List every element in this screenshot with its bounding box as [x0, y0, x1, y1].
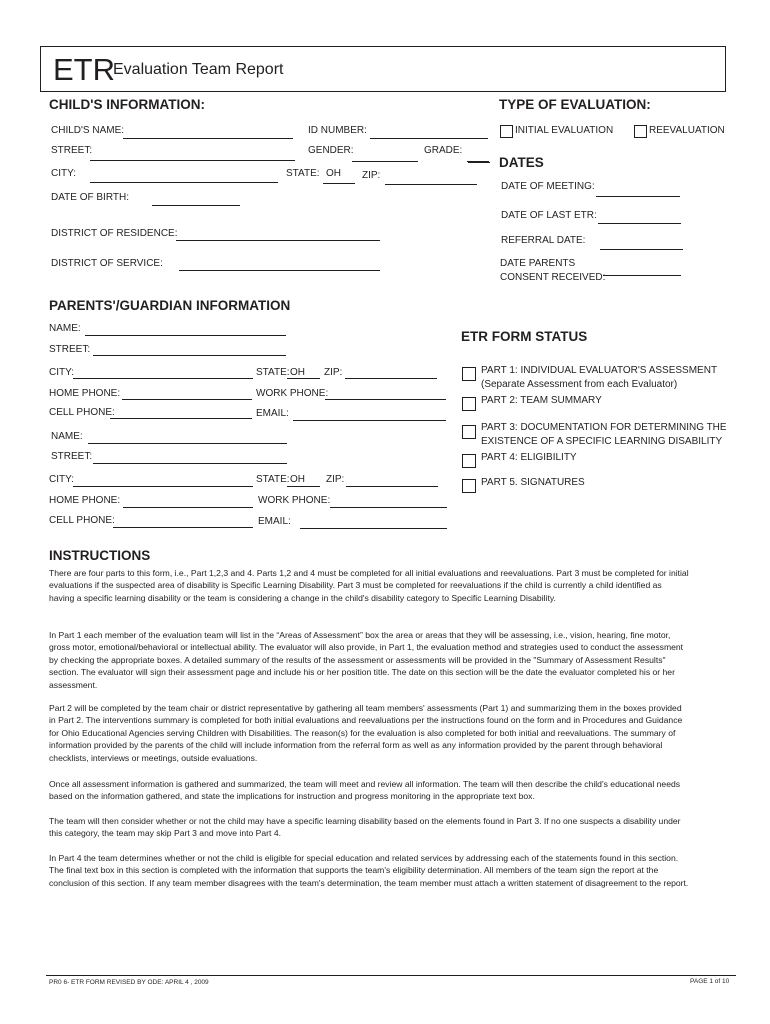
reevaluation-label: REEVALUATION [649, 125, 725, 136]
child-zip-label: ZIP: [362, 170, 381, 181]
parent1-name-label: NAME: [49, 323, 81, 334]
dates-heading: DATES [499, 155, 544, 170]
parent1-work-phone-field[interactable] [325, 399, 446, 400]
instructions-paragraph-6: In Part 4 the team determines whether or not the child is eligible for special education and related services by addressing each of the statements found in this section. The final text box in this section is completed with the information that supports the team's eligibility determination. All members of the team sign the report at the conclusion of this section. If any team member disagrees with the team's determination, the team member must attach a written statement of disagreement to the report. [49, 853, 689, 888]
parent1-email-label: EMAIL: [256, 408, 289, 419]
footer-form-id: PR0 6- ETR FORM REVISED BY ODE: APRIL 4 , 2009 [49, 979, 209, 986]
parent2-zip-field[interactable] [346, 486, 438, 487]
grade-label: GRADE: [424, 145, 463, 156]
form-code: ETR [53, 52, 115, 87]
instructions-paragraph-2: In Part 1 each member of the evaluation team will list in the “Areas of Assessment” box the area or areas that they will be assessing, i.e., vision, hearing, fine motor, gross motor, emotional/behavioral or intellectual ability. The evaluator will also provide, in Part 1, the evaluation method and strategies used to conduct the assessment by checking the appropriate boxes. A detailed summary of the results of the assessment or assessments will be provided in the "Summary of Assessment Results" section. The evaluator will sign their assessment page and include his or her position title. The date on this section will be the date the evaluator completed his or her assessment. [49, 630, 684, 690]
parent1-home-phone-field[interactable] [122, 399, 252, 400]
child-state-field[interactable] [323, 183, 355, 184]
child-name-label: CHILD'S NAME: [51, 125, 125, 136]
part5-label: PART 5. SIGNATURES [481, 477, 585, 488]
parent2-email-label: EMAIL: [258, 516, 291, 527]
part2-label: PART 2: TEAM SUMMARY [481, 395, 602, 406]
child-state-value[interactable]: OH [326, 168, 341, 179]
consent-date-label-2: CONSENT RECEIVED: [500, 272, 606, 283]
parent1-state-label: STATE: [256, 367, 290, 378]
parent1-street-label: STREET: [49, 344, 91, 355]
parent2-state-value[interactable]: OH [290, 474, 305, 485]
district-residence-field[interactable] [176, 240, 380, 241]
part4-checkbox[interactable] [462, 454, 476, 468]
form-title: Evaluation Team Report [113, 61, 284, 78]
date-meeting-field[interactable] [596, 196, 680, 197]
referral-date-label: REFERRAL DATE: [501, 235, 586, 246]
part2-checkbox[interactable] [462, 397, 476, 411]
child-city-label: CITY: [51, 168, 77, 179]
part3-label-line2: EXISTENCE OF A SPECIFIC LEARNING DISABILITY [481, 436, 723, 447]
parent2-zip-label: ZIP: [326, 474, 345, 485]
parent2-home-phone-label: HOME PHONE: [49, 495, 121, 506]
district-service-field[interactable] [179, 270, 380, 271]
child-zip-field[interactable] [385, 184, 477, 185]
parent1-email-field[interactable] [293, 420, 446, 421]
dob-label: DATE OF BIRTH: [51, 192, 129, 203]
parent2-home-phone-field[interactable] [123, 507, 253, 508]
part3-checkbox[interactable] [462, 425, 476, 439]
child-street-label: STREET: [51, 145, 93, 156]
parent1-state-value[interactable]: OH [290, 367, 305, 378]
child-street-field[interactable] [90, 160, 295, 161]
parent2-cell-phone-label: CELL PHONE: [49, 515, 115, 526]
parent1-cell-phone-label: CELL PHONE: [49, 407, 115, 418]
parent1-city-field[interactable] [73, 378, 253, 379]
parent2-state-label: STATE: [256, 474, 290, 485]
part5-checkbox[interactable] [462, 479, 476, 493]
part1-label-line2: (Separate Assessment from each Evaluator) [481, 379, 678, 390]
parent2-state-field[interactable] [287, 486, 320, 487]
parent1-city-label: CITY: [49, 367, 75, 378]
child-city-field[interactable] [90, 182, 278, 183]
initial-evaluation-checkbox[interactable] [500, 125, 513, 138]
parent2-street-field[interactable] [93, 463, 287, 464]
etr-status-heading: ETR FORM STATUS [461, 329, 588, 344]
gender-field[interactable] [352, 161, 418, 162]
parent2-city-label: CITY: [49, 474, 75, 485]
part1-label-line1: PART 1: INDIVIDUAL EVALUATOR'S ASSESSMENT [481, 365, 718, 376]
eval-type-heading: TYPE OF EVALUATION: [499, 97, 651, 112]
instructions-paragraph-1: There are four parts to this form, i.e., Part 1,2,3 and 4. Parts 1,2 and 4 must be completed for all initial evaluations and reevaluations. Part 3 must be completed for initial evaluations if the suspected area of disability is Specific Learning Disability. Part 3 must be completed for reevaluations if the child is currently a child identified as having a specific learning disability or the team is considering a change in the child's disability category to Specific Learning Disability. [49, 568, 689, 603]
initial-evaluation-label: INITIAL EVALUATION [515, 125, 614, 136]
parent1-state-field[interactable] [287, 378, 320, 379]
instructions-paragraph-4: Once all assessment information is gathered and summarized, the team will meet and review all information. The team will then describe the child's educational needs based on the information gathered, and state the implications for instruction and progress monitoring in the appropriate text box. [49, 779, 681, 802]
child-name-field[interactable] [123, 138, 293, 139]
parent2-name-field[interactable] [88, 443, 287, 444]
parent1-zip-label: ZIP: [324, 367, 343, 378]
parent2-street-label: STREET: [51, 451, 93, 462]
part1-checkbox[interactable] [462, 367, 476, 381]
parent2-work-phone-field[interactable] [330, 507, 447, 508]
part4-label: PART 4: ELIGIBILITY [481, 452, 577, 463]
district-service-label: DISTRICT OF SERVICE: [51, 258, 163, 269]
child-info-heading: CHILD'S INFORMATION: [49, 97, 205, 112]
district-residence-label: DISTRICT OF RESIDENCE: [51, 228, 178, 239]
child-state-label: STATE: [286, 168, 320, 179]
footer-rule [46, 975, 736, 976]
parent1-street-field[interactable] [93, 355, 286, 356]
referral-date-field[interactable] [600, 249, 683, 250]
id-number-field[interactable] [370, 138, 488, 139]
dates-rule [468, 162, 490, 163]
parent2-email-field[interactable] [300, 528, 447, 529]
part3-label-line1: PART 3: DOCUMENTATION FOR DETERMINING THE [481, 422, 727, 433]
parent2-city-field[interactable] [73, 486, 253, 487]
parent2-work-phone-label: WORK PHONE: [258, 495, 331, 506]
id-number-label: ID NUMBER: [308, 125, 367, 136]
date-last-etr-field[interactable] [598, 223, 681, 224]
parent1-cell-phone-field[interactable] [110, 418, 252, 419]
instructions-paragraph-3: Part 2 will be completed by the team chair or district representative by gathering all team members' assessments (Part 1) and summarizing them in the boxes provided in Part 2. The interventions summary is completed for both initial evaluations and reevaluations per the instructions found on the form and in Procedures and Guidance for Ohio Educational Agencies serving Children with Disabilities. The reason(s) for the evaluation is also completed for both initial and reevaluations. The summary of information provided by the parents of the child will include information from the referral form as well as any information provided by the parent through behavioral checklists, interviews or meetings, outside evaluations. [49, 703, 683, 763]
parent1-work-phone-label: WORK PHONE: [256, 388, 329, 399]
consent-date-label-1: DATE PARENTS [500, 258, 576, 269]
dob-field[interactable] [152, 205, 240, 206]
parent2-cell-phone-field[interactable] [113, 527, 253, 528]
date-last-etr-label: DATE OF LAST ETR: [501, 210, 597, 221]
parent1-home-phone-label: HOME PHONE: [49, 388, 121, 399]
parent2-name-label: NAME: [51, 431, 83, 442]
parents-heading: PARENTS'/GUARDIAN INFORMATION [49, 298, 291, 313]
instructions-heading: INSTRUCTIONS [49, 548, 151, 563]
footer-page-number: PAGE 1 of 10 [690, 978, 730, 985]
date-meeting-label: DATE OF MEETING: [501, 181, 595, 192]
instructions-paragraph-5: The team will then consider whether or not the child may have a specific learning disability based on the elements found in Part 3. If no one suspects a disability under this category, the team may skip Part 3 and move into Part 4. [49, 816, 681, 839]
parent1-name-field[interactable] [85, 335, 286, 336]
consent-date-field[interactable] [603, 275, 681, 276]
parent1-zip-field[interactable] [345, 378, 437, 379]
gender-label: GENDER: [308, 145, 354, 156]
reevaluation-checkbox[interactable] [634, 125, 647, 138]
